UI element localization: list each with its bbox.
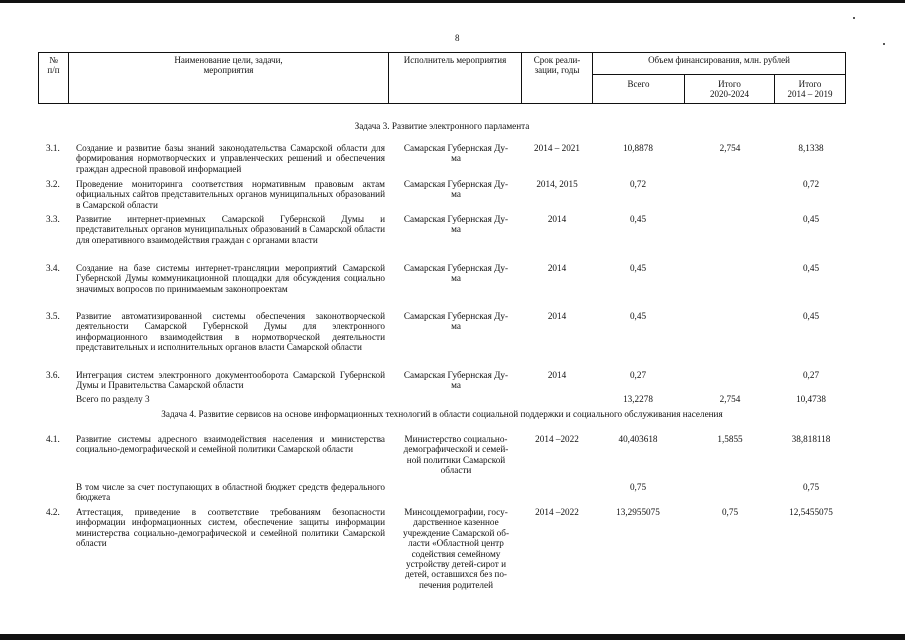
header-2020-2024: Итого 2020-2024	[710, 79, 749, 99]
row-name: Создание и развитие базы знаний законодательства Самарской области для формирования нормотворческих и управленческих решений и обеспечения граждан адресной правовой информацией	[76, 143, 385, 174]
header-executor: Исполнитель мероприятия	[403, 55, 507, 65]
row-total: 40,403618	[618, 434, 658, 444]
section-total: 13,2278	[623, 394, 653, 404]
row-executor: Самарская Губернская Ду- ма	[403, 263, 509, 284]
header-2014-2019: Итого 2014 – 2019	[787, 79, 833, 99]
row-num: 3.1.	[46, 143, 60, 153]
row-2014-2019: 0,27	[802, 370, 820, 380]
row-term: 2014 –2022	[535, 434, 579, 444]
row-term: 2014 – 2021	[534, 143, 580, 153]
row-2014-2019: 0,45	[802, 214, 820, 224]
row-num: 3.6.	[46, 370, 60, 380]
row-total: 10,8878	[623, 143, 653, 153]
row-executor: Самарская Губернская Ду- ма	[403, 214, 509, 235]
row-2014-2019: 0,45	[802, 263, 820, 273]
row-executor: Министерство социально- демографической и семей- ной политики Самарской области	[403, 434, 509, 476]
row-total: 13,2955075	[616, 507, 660, 517]
scan-speck	[883, 43, 885, 45]
row-term: 2014	[547, 214, 567, 224]
section-total-2014-2019: 10,4738	[796, 394, 826, 404]
row-2020-2024: 1,5855	[717, 434, 743, 444]
row-name: Развитие интернет-приемных Самарской Губернской Думы и представительных органов муниципальных образований в Самарской области для оперативного взаимодействия граждан с органами власти	[76, 214, 385, 245]
row-num: 4.1.	[46, 434, 60, 444]
top-border	[0, 0, 905, 3]
row-name: Интеграция систем электронного документооборота Самарской Губернской Думы и Правительства Самарской области	[76, 370, 385, 391]
row-total: 0,75	[629, 482, 647, 492]
task3-title: Задача 3. Развитие электронного парламента	[354, 121, 530, 131]
row-2014-2019: 0,75	[802, 482, 820, 492]
row-num: 3.2.	[46, 179, 60, 189]
header-term: Срок реали- зации, годы	[533, 55, 581, 75]
row-2014-2019: 8,1338	[798, 143, 824, 153]
row-executor: Самарская Губернская Ду- ма	[403, 179, 509, 200]
row-term: 2014	[547, 370, 567, 380]
table-header	[38, 52, 846, 104]
section-total-2020-2024: 2,754	[719, 394, 741, 404]
bottom-border	[0, 634, 905, 640]
scan-speck	[853, 17, 855, 19]
header-name: Наименование цели, задачи, мероприятия	[174, 55, 283, 75]
row-term: 2014	[547, 311, 567, 321]
row-2014-2019: 38,818118	[791, 434, 831, 444]
header-total: Всего	[627, 79, 650, 89]
row-2020-2024: 0,75	[721, 507, 739, 517]
row-name: Создание на базе системы интернет-трансляции мероприятий Самарской Губернской Думы коммуникационной площадки для обсуждения социально значимых вопросов по принимаемым законопроектам	[76, 263, 385, 294]
row-num: 3.5.	[46, 311, 60, 321]
row-term: 2014	[547, 263, 567, 273]
page-number: 8	[455, 33, 460, 43]
row-2014-2019: 0,45	[802, 311, 820, 321]
section-total-label: Всего по разделу 3	[76, 394, 150, 404]
row-total: 0,45	[629, 263, 647, 273]
row-name: Развитие автоматизированной системы обеспечения законотворческой деятельности Самарской Губернской Думы для электронного информационного взаимодействия в нормотворческой деятельности представительных и исполнительных органов власти Самарской области	[76, 311, 385, 353]
row-num: 3.4.	[46, 263, 60, 273]
row-executor: Самарская Губернская Ду- ма	[403, 370, 509, 391]
row-total: 0,45	[629, 214, 647, 224]
row-total: 0,45	[629, 311, 647, 321]
header-financing: Объем финансирования, млн. рублей	[648, 55, 790, 65]
header-num: № п/п	[47, 55, 60, 75]
row-executor: Самарская Губернская Ду- ма	[403, 311, 509, 332]
row-name: Развитие системы адресного взаимодействия населения и министерства социально-демографической и семейной политики Самарской области	[76, 434, 385, 455]
row-executor: Самарская Губернская Ду- ма	[403, 143, 509, 164]
row-name: Проведение мониторинга соответствия нормативным правовым актам официальных сайтов представительных органов муниципальных образований в Самарской области	[76, 179, 385, 210]
task4-title: Задача 4. Развитие сервисов на основе информационных технологий в области социальной поддержки и социального обслуживания населения	[161, 409, 723, 419]
row-2014-2019: 12,5455075	[789, 507, 833, 517]
row-name: В том числе за счет поступающих в областной бюджет средств федерального бюджета	[76, 482, 385, 503]
row-2014-2019: 0,72	[802, 179, 820, 189]
row-num: 4.2.	[46, 507, 60, 517]
row-total: 0,27	[629, 370, 647, 380]
row-num: 3.3.	[46, 214, 60, 224]
row-total: 0,72	[629, 179, 647, 189]
row-name: Аттестация, приведение в соответствие требованиям безопасности информации информационных систем, обеспечение защиты информации министерства социально-демографической и семейной политики Самарской области	[76, 507, 385, 549]
row-executor: Минсоцдемографии, госу- дарственное казенное учреждение Самарской об- ласти «Областной центр содействия семейному устройству детей-сирот и детей, оставшихся без по- печения родителей	[402, 507, 510, 590]
row-2020-2024: 2,754	[719, 143, 741, 153]
row-term: 2014, 2015	[536, 179, 578, 189]
row-term: 2014 –2022	[535, 507, 579, 517]
